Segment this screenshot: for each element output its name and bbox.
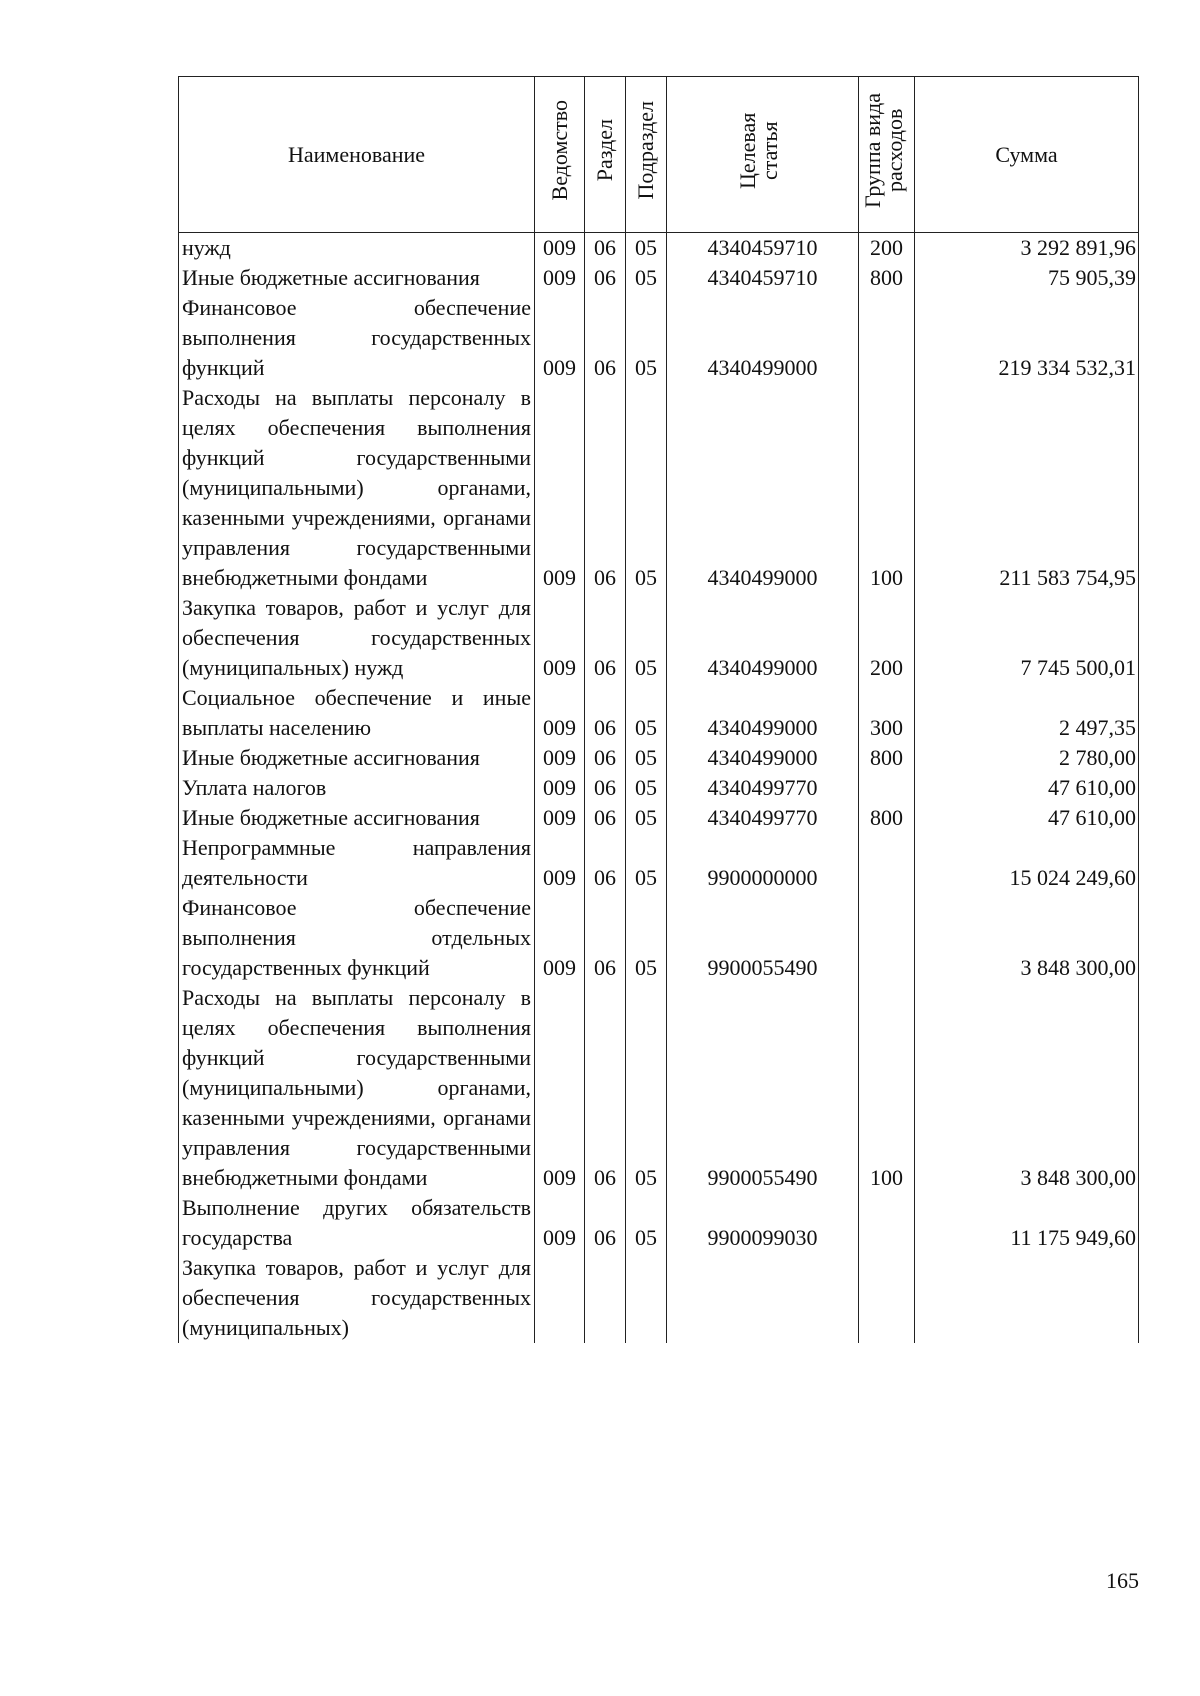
cell-section: 06 [585, 263, 626, 293]
cell-expense-group [859, 773, 915, 803]
cell-department: 009 [535, 683, 585, 743]
cell-department: 009 [535, 983, 585, 1193]
cell-target-item: 4340499000 [667, 293, 859, 383]
cell-section: 06 [585, 683, 626, 743]
cell-section: 06 [585, 833, 626, 893]
cell-target-item: 4340499000 [667, 383, 859, 593]
table-row [179, 293, 1139, 383]
header-expense-group: Группа вида расходов [859, 77, 915, 233]
cell-name: Расходы на выплаты персоналу в целях обеспечения выполнения функций государственными (муниципальными) органами, казенными учреждениями, органами управления государственными внебюджетными фондами [179, 383, 535, 593]
cell-section: 06 [585, 803, 626, 833]
cell-amount: 47 610,00 [915, 773, 1139, 803]
table-row [179, 803, 1139, 833]
cell-target-item [667, 1253, 859, 1343]
cell-name: Выполнение других обязательств государства [179, 1193, 535, 1253]
cell-section: 06 [585, 743, 626, 773]
budget-table [178, 76, 1139, 1343]
cell-target-item: 4340499770 [667, 773, 859, 803]
table-row [179, 683, 1139, 743]
cell-target-item: 4340459710 [667, 263, 859, 293]
cell-name: нужд [179, 233, 535, 264]
cell-amount: 7 745 500,01 [915, 593, 1139, 683]
cell-department: 009 [535, 383, 585, 593]
cell-expense-group: 800 [859, 263, 915, 293]
cell-target-item: 4340499000 [667, 593, 859, 683]
cell-expense-group: 800 [859, 803, 915, 833]
cell-subsection: 05 [626, 293, 667, 383]
cell-amount: 3 848 300,00 [915, 983, 1139, 1193]
cell-amount: 2 780,00 [915, 743, 1139, 773]
cell-subsection: 05 [626, 593, 667, 683]
table-row [179, 263, 1139, 293]
cell-department: 009 [535, 743, 585, 773]
cell-section: 06 [585, 383, 626, 593]
cell-department: 009 [535, 773, 585, 803]
cell-expense-group [859, 1253, 915, 1343]
cell-expense-group: 800 [859, 743, 915, 773]
table-row [179, 1253, 1139, 1343]
cell-section: 06 [585, 293, 626, 383]
table-row [179, 743, 1139, 773]
header-department: Ведомство [535, 77, 585, 233]
header-subsection: Подраздел [626, 77, 667, 233]
cell-section: 06 [585, 773, 626, 803]
cell-department: 009 [535, 593, 585, 683]
cell-department: 009 [535, 233, 585, 264]
cell-expense-group [859, 293, 915, 383]
cell-subsection: 05 [626, 1193, 667, 1253]
cell-name: Иные бюджетные ассигнования [179, 803, 535, 833]
cell-expense-group [859, 833, 915, 893]
cell-name: Иные бюджетные ассигнования [179, 263, 535, 293]
cell-name: Социальное обеспечение и иные выплаты населению [179, 683, 535, 743]
cell-department: 009 [535, 1193, 585, 1253]
cell-target-item: 4340459710 [667, 233, 859, 264]
cell-department [535, 1253, 585, 1343]
cell-department: 009 [535, 263, 585, 293]
cell-amount: 211 583 754,95 [915, 383, 1139, 593]
table-row [179, 983, 1139, 1193]
cell-section: 06 [585, 593, 626, 683]
cell-amount [915, 1253, 1139, 1343]
cell-subsection: 05 [626, 233, 667, 264]
table-row [179, 833, 1139, 893]
cell-amount: 3 292 891,96 [915, 233, 1139, 264]
cell-section: 06 [585, 233, 626, 264]
cell-amount: 11 175 949,60 [915, 1193, 1139, 1253]
cell-name: Непрограммные направления деятельности [179, 833, 535, 893]
cell-name: Финансовое обеспечение выполнения отдельных государственных функций [179, 893, 535, 983]
cell-target-item: 9900099030 [667, 1193, 859, 1253]
cell-name: Закупка товаров, работ и услуг для обеспечения государственных (муниципальных) нужд [179, 593, 535, 683]
cell-amount: 75 905,39 [915, 263, 1139, 293]
cell-subsection [626, 1253, 667, 1343]
table-row [179, 593, 1139, 683]
cell-target-item: 4340499770 [667, 803, 859, 833]
cell-expense-group: 300 [859, 683, 915, 743]
table-row [179, 383, 1139, 593]
cell-target-item: 9900055490 [667, 893, 859, 983]
table-row [179, 233, 1139, 264]
cell-amount: 15 024 249,60 [915, 833, 1139, 893]
cell-amount: 219 334 532,31 [915, 293, 1139, 383]
cell-name: Иные бюджетные ассигнования [179, 743, 535, 773]
cell-department: 009 [535, 803, 585, 833]
table-row [179, 1193, 1139, 1253]
cell-target-item: 4340499000 [667, 743, 859, 773]
cell-subsection: 05 [626, 683, 667, 743]
cell-subsection: 05 [626, 983, 667, 1193]
cell-expense-group [859, 1193, 915, 1253]
table-header [179, 77, 1139, 233]
cell-expense-group: 200 [859, 593, 915, 683]
cell-name: Уплата налогов [179, 773, 535, 803]
cell-amount: 2 497,35 [915, 683, 1139, 743]
header-target-item: Целевая статья [667, 77, 859, 233]
cell-department: 009 [535, 893, 585, 983]
cell-section: 06 [585, 983, 626, 1193]
table-body [179, 233, 1139, 1344]
cell-name: Расходы на выплаты персоналу в целях обеспечения выполнения функций государственными (муниципальными) органами, казенными учреждениями, органами управления государственными внебюджетными фондами [179, 983, 535, 1193]
cell-target-item: 9900000000 [667, 833, 859, 893]
cell-department: 009 [535, 833, 585, 893]
cell-subsection: 05 [626, 743, 667, 773]
cell-name: Финансовое обеспечение выполнения государственных функций [179, 293, 535, 383]
cell-target-item: 9900055490 [667, 983, 859, 1193]
cell-subsection: 05 [626, 773, 667, 803]
cell-amount: 3 848 300,00 [915, 893, 1139, 983]
cell-expense-group: 200 [859, 233, 915, 264]
cell-section [585, 1253, 626, 1343]
cell-section: 06 [585, 1193, 626, 1253]
cell-subsection: 05 [626, 893, 667, 983]
header-name: Наименование [179, 77, 535, 233]
header-amount: Сумма [915, 77, 1139, 233]
cell-amount: 47 610,00 [915, 803, 1139, 833]
cell-expense-group: 100 [859, 383, 915, 593]
table-row [179, 893, 1139, 983]
cell-subsection: 05 [626, 383, 667, 593]
cell-name: Закупка товаров, работ и услуг для обеспечения государственных (муниципальных) [179, 1253, 535, 1343]
cell-section: 06 [585, 893, 626, 983]
page-number: 165 [1106, 1568, 1139, 1593]
header-section: Раздел [585, 77, 626, 233]
cell-subsection: 05 [626, 803, 667, 833]
cell-expense-group [859, 893, 915, 983]
table-row [179, 773, 1139, 803]
cell-target-item: 4340499000 [667, 683, 859, 743]
cell-subsection: 05 [626, 263, 667, 293]
cell-expense-group: 100 [859, 983, 915, 1193]
cell-subsection: 05 [626, 833, 667, 893]
cell-department: 009 [535, 293, 585, 383]
